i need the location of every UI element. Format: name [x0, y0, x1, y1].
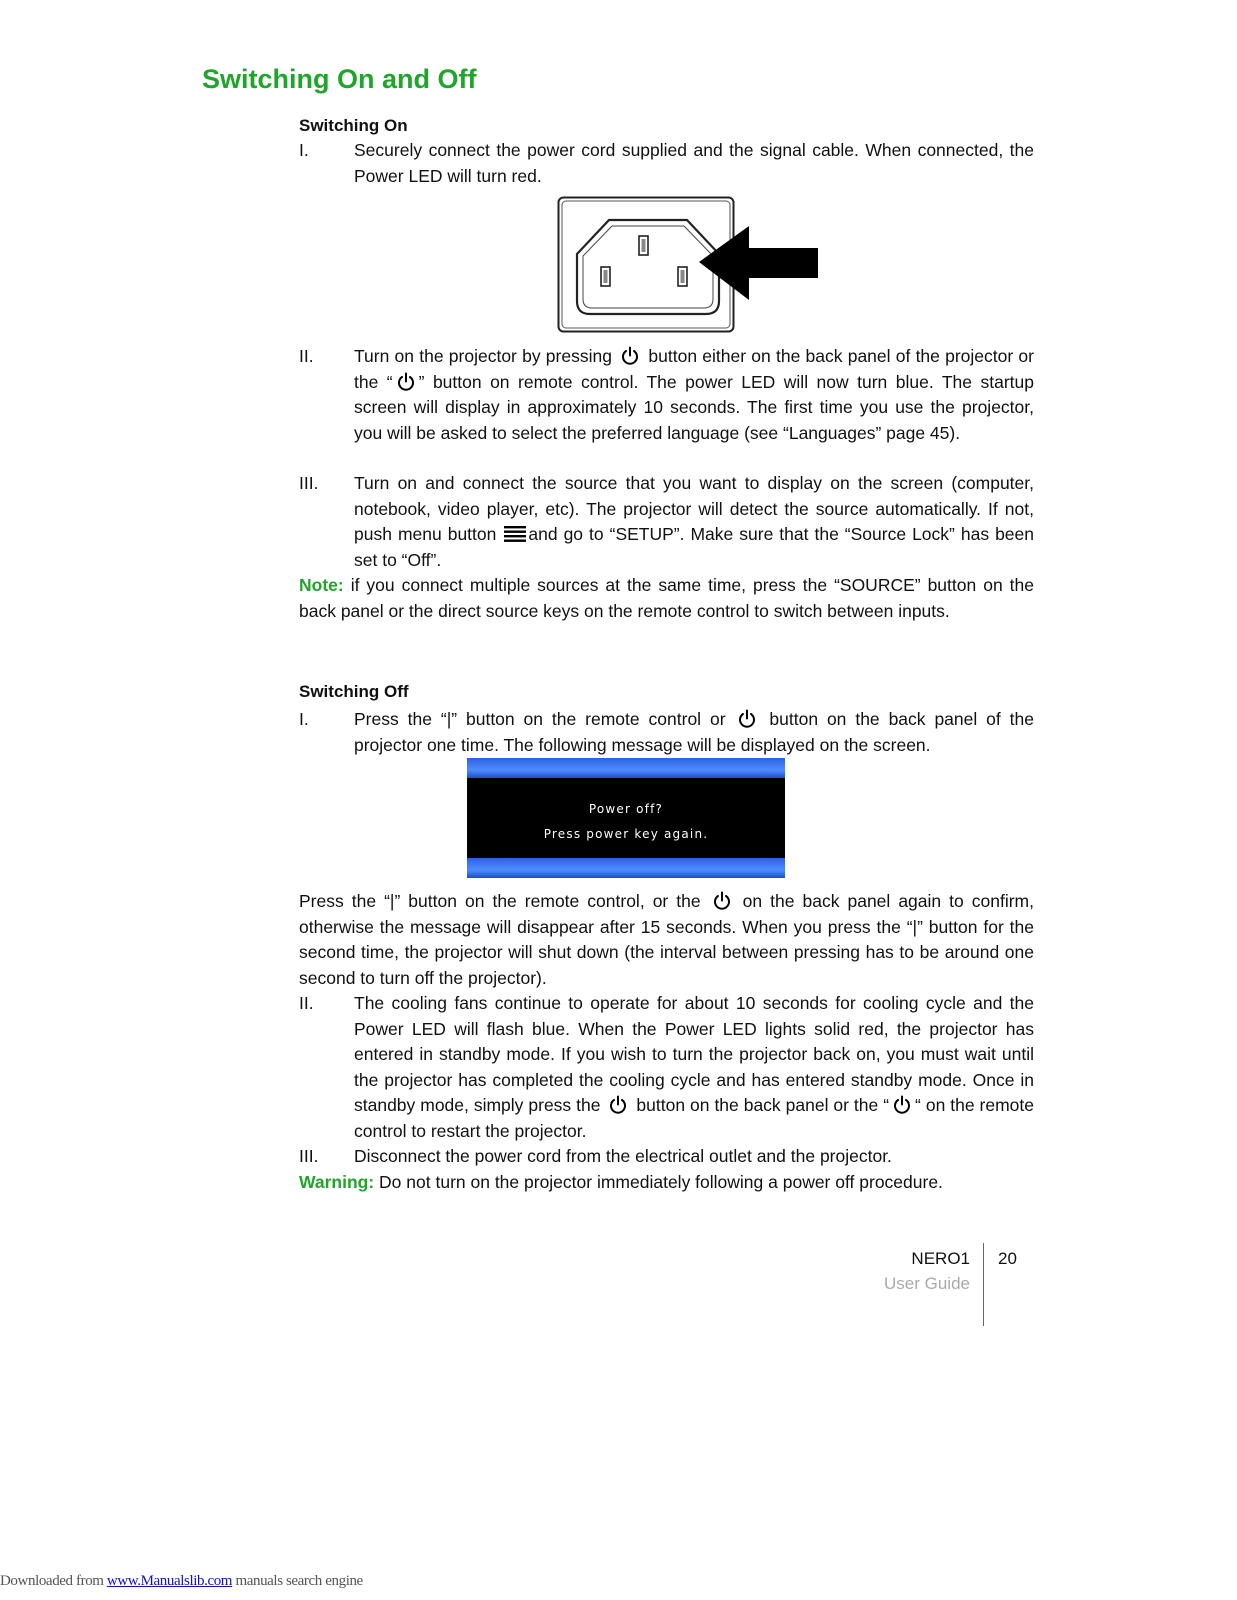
download-suffix: manuals search engine	[235, 1573, 363, 1589]
off-step-1	[299, 707, 1034, 758]
page-number: 20	[998, 1249, 1017, 1268]
power-icon	[892, 1095, 912, 1115]
footer-guide: User Guide	[884, 1274, 970, 1293]
on-step-1	[299, 138, 1034, 189]
paragraph-text: on the back panel again to confirm, otherwise the message will disappear after 15 seconds. When you press the “|” button for the second time, the projector will shut down (the interval between pressing has to be around one second to turn off the projector).	[299, 891, 1034, 988]
warning-label: Warning:	[299, 1172, 375, 1192]
step-text: Turn on the projector by pressing	[354, 346, 612, 366]
power-icon	[737, 709, 757, 729]
note	[299, 573, 1034, 624]
step-number: II.	[299, 346, 314, 366]
step-text: “ on the remote control to restart the projector.	[354, 1095, 1034, 1141]
warning	[299, 1170, 1034, 1196]
section-heading-switching-on: Switching On	[299, 116, 408, 135]
section-heading-switching-off: Switching Off	[299, 682, 409, 701]
warning-text: Do not turn on the projector immediately following a power off procedure.	[379, 1172, 943, 1192]
off-step-2	[299, 991, 1034, 1144]
step-text: and go to “SETUP”. Make sure that the “Source Lock” has been set to “Off”.	[354, 524, 1034, 570]
step-text: Disconnect the power cord from the electrical outlet and the projector.	[354, 1146, 892, 1166]
menu-icon	[504, 525, 526, 543]
paragraph-text: Press the “|” button on the remote control, or the	[299, 891, 701, 911]
step-text: Turn on and connect the source that you want to display on the screen (computer, notebook, video player, etc). The projector will detect the source automatically. If not, push menu button	[354, 473, 1034, 544]
power-socket-illustration	[557, 196, 821, 333]
osd-bottom-bar	[467, 858, 785, 878]
download-credit	[0, 1573, 363, 1590]
page-title: Switching On and Off	[202, 64, 477, 94]
step-number: II.	[299, 993, 314, 1013]
footer-divider	[983, 1243, 984, 1326]
confirm-paragraph	[299, 889, 1034, 991]
step-text: button either on the back panel of the projector or the “	[354, 346, 1034, 392]
power-icon	[396, 372, 416, 392]
note-label: Note:	[299, 575, 344, 595]
power-icon	[608, 1095, 628, 1115]
power-icon	[620, 346, 640, 366]
step-text: button on the back panel or the “	[636, 1095, 890, 1115]
step-number: I.	[299, 140, 309, 160]
download-prefix: Downloaded from	[0, 1573, 104, 1589]
footer-product: NERO1	[911, 1249, 970, 1268]
step-text: button on the back panel of the projector one time. The following message will be displayed on the screen.	[354, 709, 1034, 755]
power-off-osd	[467, 758, 785, 878]
manualslib-link[interactable]: www.Manualslib.com	[106, 1573, 233, 1589]
osd-line-1: Power off?	[588, 802, 664, 816]
off-step-3	[299, 1144, 1034, 1170]
note-text: if you connect multiple sources at the same time, press the “SOURCE” button on the back panel or the direct source keys on the remote control to switch between inputs.	[299, 575, 1034, 621]
step-number: III.	[299, 1146, 319, 1166]
step-number: III.	[299, 473, 319, 493]
step-number: I.	[299, 709, 309, 729]
power-icon	[712, 891, 732, 911]
step-text: Press the “|” button on the remote control or	[354, 709, 726, 729]
osd-line-2: Press power key again.	[543, 827, 709, 841]
on-step-3	[299, 471, 1034, 573]
step-text: ” button on remote control. The power LED will now turn blue. The startup screen will display in approximately 10 seconds. The first time you use the projector, you will be asked to select the preferred language (see “Languages” page 45).	[354, 371, 1034, 443]
osd-top-bar	[467, 758, 785, 778]
step-text: The cooling fans continue to operate for about 10 seconds for cooling cycle and the Power LED will flash blue. When the Power LED lights solid red, the projector has entered in standby mode. If you wish to turn the projector back on, you must wait until the projector has completed the cooling cycle and has entered standby mode. Once in standby mode, simply press the	[354, 993, 1034, 1115]
on-step-2	[299, 344, 1034, 446]
step-text: Securely connect the power cord supplied and the signal cable. When connected, the Power LED will turn red.	[354, 140, 1034, 186]
